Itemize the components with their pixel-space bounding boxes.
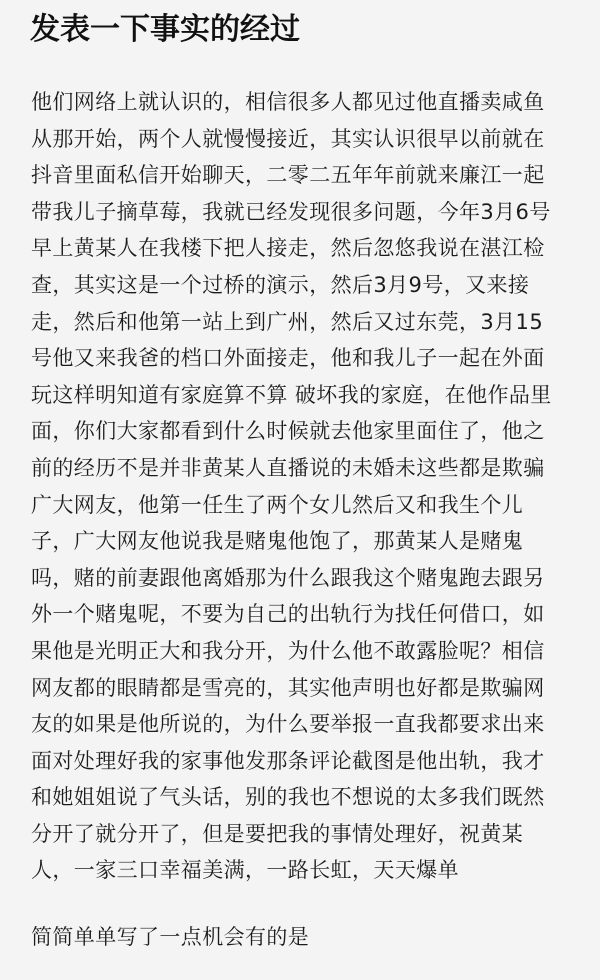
- body-line: 带我儿子摘草莓，我就已经发现很多问题，今年3月6号: [31, 199, 551, 224]
- body-line: 外一个赌鬼呢，不要为自己的出轨行为找任何借口，如: [31, 602, 545, 627]
- body-line: 他们网络上就认识的，相信很多人都见过他直播卖咸鱼: [31, 90, 545, 114]
- body-line: 友的如果是他所说的，为什么要举报一直我都要求出来: [31, 712, 545, 737]
- body-line: 子，广大网友他说我是赌鬼他饱了，那黄某人是赌鬼: [31, 529, 524, 554]
- body-line: 抖音里面私信开始聊天，二零二五年年前就来廉江一起: [31, 163, 545, 188]
- body-line: 分开了就分开了，但是要把我的事情处理好，祝黄某: [31, 821, 524, 846]
- body-line: 从那开始，两个人就慢慢接近，其实认识很早以前就在: [31, 126, 545, 151]
- body-line: 果他是光明正大和我分开，为什么他不敢露脸呢？相信: [31, 638, 545, 663]
- body-line: 查，其实这是一个过桥的演示，然后3月9号，又来接: [31, 272, 530, 297]
- body-line: 面，你们大家都看到什么时候就去他家里面住了，他之: [31, 419, 545, 444]
- body-line: 吗，赌的前妻跟他离婚那为什么跟我这个赌鬼跑去跟另: [31, 565, 545, 590]
- body-line: 网友都的眼睛都是雪亮的，其实他声明也好都是欺骗网: [31, 675, 545, 700]
- body-line: 走，然后和他第一站上到广州，然后又过东莞，3月15: [31, 309, 544, 334]
- body-line: 号他又来我爸的档口外面接走，他和我儿子一起在外面: [31, 346, 545, 371]
- body-line: 玩这样明知道有家庭算不算 破坏我的家庭，在他作品里: [31, 382, 552, 407]
- post-title: 发表一下事实的经过: [30, 12, 300, 47]
- body-line: 广大网友，他第一任生了两个女儿然后又和我生个儿: [31, 492, 524, 517]
- post-body: [31, 84, 576, 889]
- body-line: 和她姐姐说了气头话，别的我也不想说的太多我们既然: [31, 785, 545, 810]
- body-line: 早上黄某人在我楼下把人接走，然后忽悠我说在湛江检: [31, 236, 545, 261]
- body-line: 前的经历不是并非黄某人直播说的未婚未这些都是欺骗: [31, 455, 545, 480]
- post-footer: 简简单单写了一点机会有的是: [31, 925, 310, 949]
- body-line: 人，一家三口幸福美满，一路长虹，天天爆单: [31, 858, 459, 883]
- body-line: 面对处理好我的家事他发那条评论截图是他出轨，我才: [31, 748, 545, 773]
